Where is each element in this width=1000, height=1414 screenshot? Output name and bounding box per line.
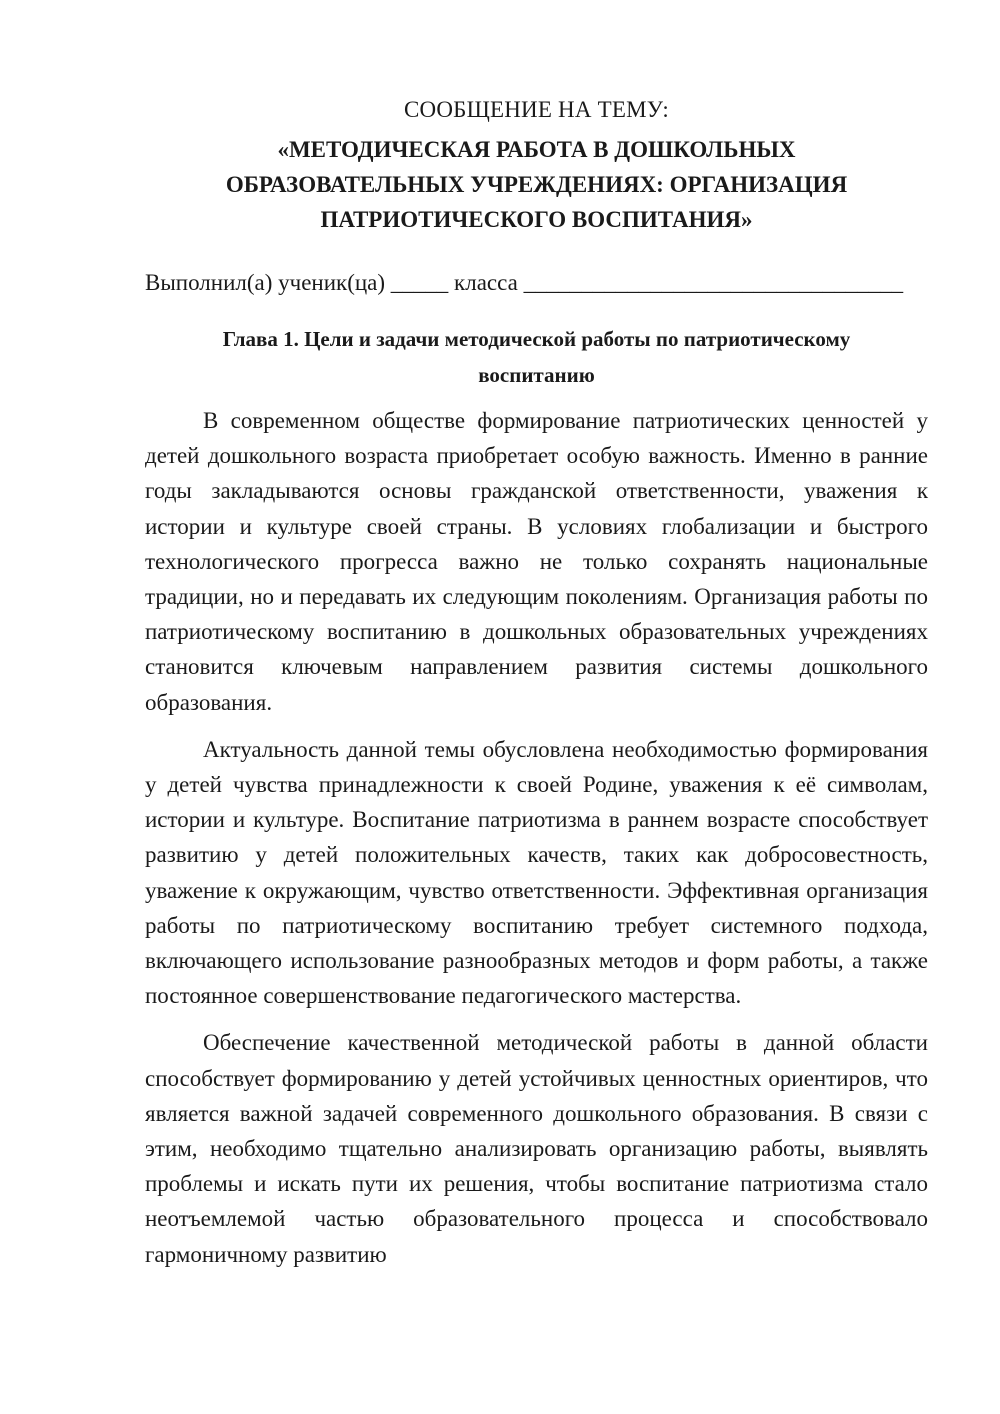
body-paragraph: Обеспечение качественной методической работы в данной области способствует формированию у детей устойчивых ценностных ориентиров, что является важной задачей современного дошкольного образования. В связи с этим, необходимо тщательно анализировать организацию работы, выявлять проблемы и искать пути их решения, чтобы воспитание патриотизма стало неотъемлемой частью образовательного процесса и способствовало гармоничному развитию [145,1030,928,1267]
body-paragraph: В современном обществе формирование патриотических ценностей у детей дошкольного возраста приобретает особую важность. Именно в ранние годы закладываются основы гражданской ответственности, уважения к истории и культуре своей страны. В условиях глобализации и быстрого технологического прогресса важно не только сохранять национальные традиции, но и передавать их следующим поколениям. Организация работы по патриотическому воспитанию в дошкольных образовательных учреждениях становится ключевым направлением развития системы дошкольного образования. [145,408,928,715]
document-body [145,92,928,1272]
document-title: «МЕТОДИЧЕСКАЯ РАБОТА В ДОШКОЛЬНЫХ ОБРАЗОВАТЕЛЬНЫХ УЧРЕЖДЕНИЯХ: ОРГАНИЗАЦИЯ ПАТРИОТИЧЕСКОГО ВОСПИТАНИЯ» [225,137,848,232]
author-line: Выполнил(а) ученик(ца) _____ класса _________________________________ [145,270,904,295]
chapter-heading: Глава 1. Цели и задачи методической работы по патриотическому воспитанию [222,327,851,387]
document-kicker: СООБЩЕНИЕ НА ТЕМУ: [404,97,669,122]
body-paragraph: Актуальность данной темы обусловлена необходимостью формирования у детей чувства принадлежности к своей Родине, уважения к её символам, истории и культуре. Воспитание патриотизма в раннем возрасте способствует развитию у детей положительных качеств, таких как добросовестность, уважение к окружающим, чувство ответственности. Эффективная организация работы по патриотическому воспитанию требует системного подхода, включающего использование разнообразных методов и форм работы, а также постоянное совершенствование педагогического мастерства. [145,736,928,1009]
